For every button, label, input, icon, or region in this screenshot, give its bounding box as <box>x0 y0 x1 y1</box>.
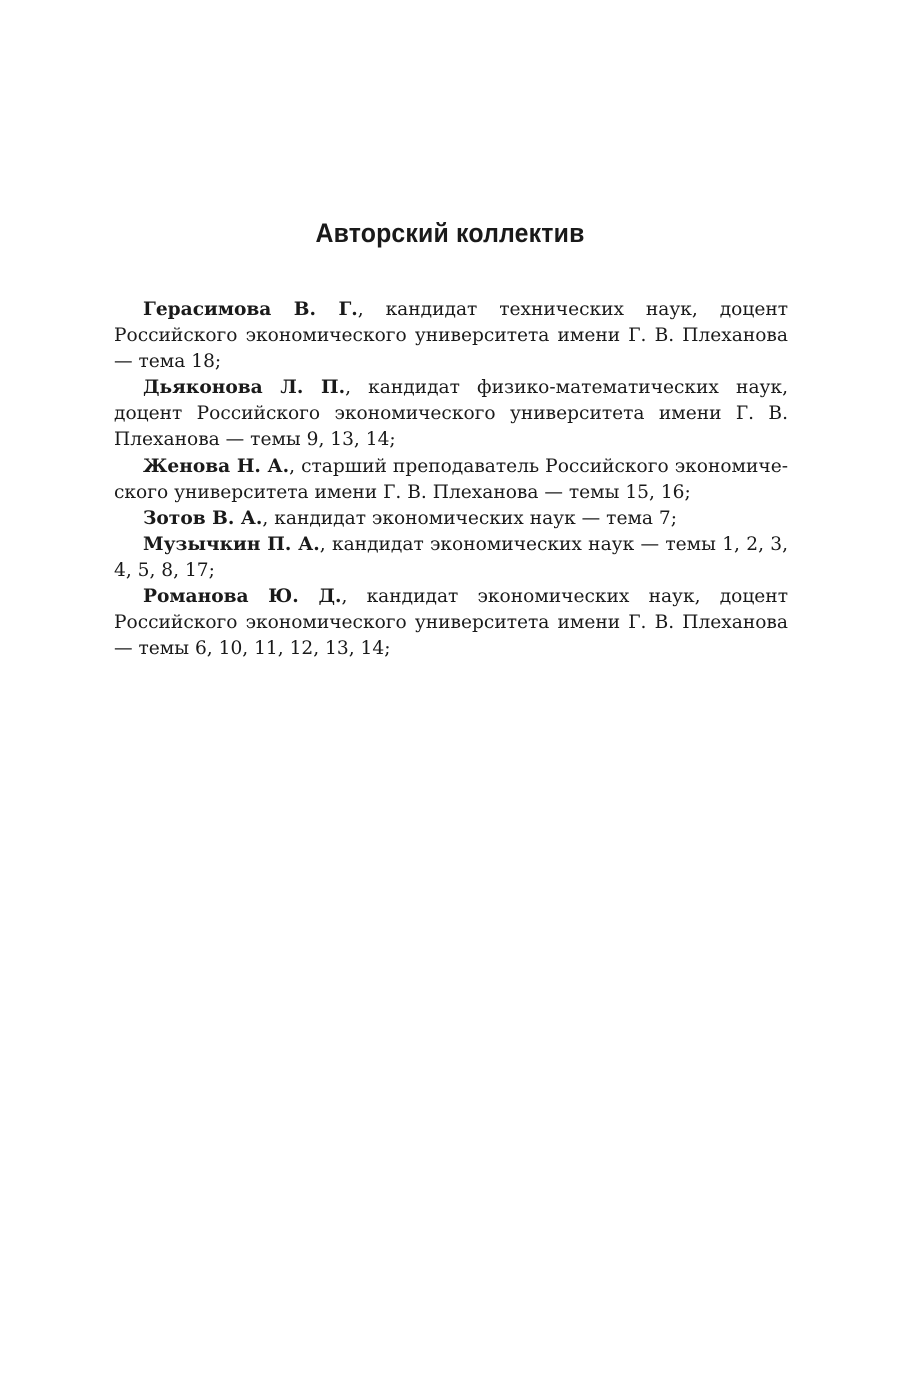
author-entry <box>114 584 788 662</box>
author-entry <box>114 375 788 453</box>
author-entry <box>114 454 788 506</box>
author-name: Дьяконова Л. П. <box>143 377 346 399</box>
author-list <box>114 297 788 662</box>
author-name: Романова Ю. Д. <box>143 586 342 608</box>
author-entry <box>114 506 788 532</box>
author-name: Зотов В. А. <box>143 507 263 529</box>
author-entry <box>114 532 788 584</box>
author-description: , кандидат экономических наук, доцент Российского экономического университета имени Г. В. Плеханова — темы 6, 10, 11, 12, 13, 14; <box>114 586 788 660</box>
author-description: , кандидат экономических наук — темы 1, 2, 3, 4, 5, 8, 17; <box>114 533 788 581</box>
page-title: Авторский коллектив <box>315 218 585 248</box>
author-name: Герасимова В. Г. <box>143 299 358 320</box>
author-description: , кандидат физико-математических наук, доцент Российского экономического университета имени Г. В. Плеханова — темы 9, 13, 14; <box>114 377 788 451</box>
author-description: , кандидат технических наук, доцент Российского экономического университета имени Г. В. Плеханова — тема 18; <box>114 299 789 373</box>
author-description: , кандидат экономических наук — тема 7; <box>262 507 678 529</box>
author-entry <box>114 297 788 375</box>
author-name: Женова Н. А. <box>143 455 290 477</box>
author-description: , старший преподаватель Российского экономического университета имени Г. В. Плеханова — темы 15, 16; <box>114 455 788 503</box>
author-name: Музычкин П. А. <box>143 533 320 555</box>
